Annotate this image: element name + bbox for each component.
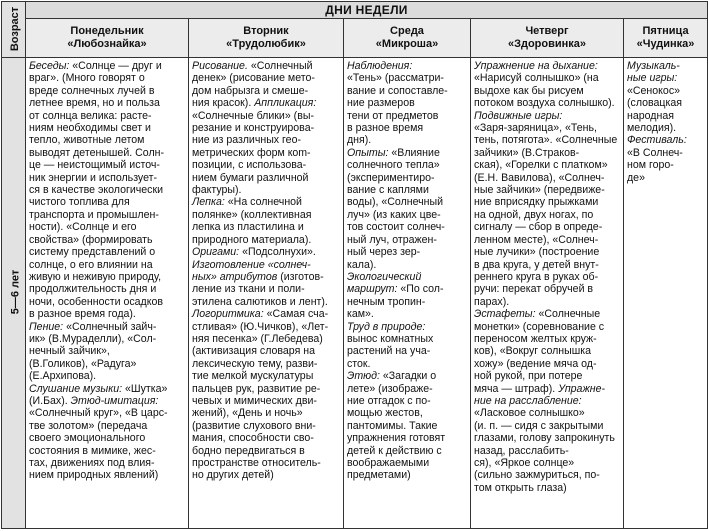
monday-cell <box>26 58 189 529</box>
days-title: ДНИ НЕДЕЛИ <box>26 2 708 19</box>
modeling-label: Лепка: <box>192 196 225 209</box>
friday-cell <box>624 58 708 529</box>
day-name: Вторник <box>243 25 289 37</box>
applique-label: Аппликация: <box>254 97 317 110</box>
day-header-tuesday <box>189 19 344 58</box>
origami-text: «Подсолнухи». <box>239 246 316 259</box>
etude-text: «Загадки о лете» (изображе- ние отгадок с по- мощью жестов, пантомимы. Такие упражнения готовят детей к действию с воображаемыми предметами) <box>347 370 446 482</box>
labor-text: вынос комнатных растений на уча- сток. <box>347 332 434 370</box>
friday-content <box>627 60 704 184</box>
day-header-wednesday <box>344 19 471 58</box>
logorhythm-text: «Самая сча- стливая» (Ю.Чичков), «Лет- няя песенка» (Г.Лебедева) (активизация словаря на лексическую тему, разви- тие мелкой мускулатуры пальцев рук, развитие ре- чевых и мимических дви- жений), «День и ночь» (развитие слухового вни- мания, способности сво- бодно передвигаться в пространстве относитель- но других детей) <box>192 308 329 482</box>
experiments-label: Опыты: <box>347 146 389 159</box>
day-name: Пятница <box>642 25 689 37</box>
day-theme: «Здоровинка» <box>507 38 587 50</box>
day-header-friday <box>624 19 708 58</box>
day-header-thursday <box>471 19 624 58</box>
attributes-label: Изготовление «солнеч- ных» атрибутов <box>192 258 311 283</box>
thursday-content <box>474 60 620 494</box>
listening-text: «Шутка» (И.Бах). <box>29 382 168 407</box>
logorhythm-label: Логоритмика: <box>192 308 264 321</box>
day-theme: «Микроша» <box>375 38 439 50</box>
day-theme: «Чудинка» <box>636 38 695 50</box>
singing-text: «Солнечный зайч- ик» (В.Мураделли), «Сол- нечный зайчик», (В.Голиков), «Радуга» (Е.Архипова). <box>29 320 157 383</box>
imitation-text: «Солнечный круг», «В царс- тве золотом» (передача своего эмоционального состояния в мимике, жес- тах, движениях под влия- нием природных явлений) <box>29 407 168 482</box>
age-header-label: Возраст <box>8 6 21 51</box>
conversation-text: «Солнце — друг и враг». (Много говорят о вреде солнечных лучей в летнее время, но и польза от солнца велика: расте- ниям необходимы свет и тепло, животные летом выводят детенышей. Солн- це — неистощимый источ- ник энергии и использует- ся в качестве экологически чистого топлива для транспорта и промышлен- ности). «Солнце и его свойства» (формировать систему представлений о солнце, о его влиянии на живую и неживую природу, продолжительность дня и ночи, особенности осадков в разное время года). <box>29 60 164 321</box>
games-text: «Заря-заряница», «Тень, тень, потягота». «Солнечные зайчики» (В.Страков- ская), «Горелки с платком» (Е.Н. Вавилова), «Солнеч- ные зайчики» (передвиже- ние вприсядку прыжками на одной, двух ногах, по сигналу — сбор в опреде- ленном месте), «Солнеч- ные лучики» (построение в два круга, у детей внут- реннего круга в руках об- ручи: перекат обручей в парах). <box>474 122 618 308</box>
modeling-text: «На солнечной полянке» (коллективная лепка из пластилина и природного материала). <box>192 196 312 246</box>
tuesday-cell <box>189 58 344 529</box>
attributes-text: (изготов- ление из ткани и поли- этилена салютиков и лент). <box>192 270 328 308</box>
age-value-cell <box>2 58 26 529</box>
applique-text: «Солнечные блики» (вы- резание и конструирова- ние из различных гео- метрических форм кom- позиции, с использова- нием бумаги различной фактуры). <box>192 109 315 197</box>
observation-text: «Тень» (рассматри- вание и сопоставле- ние размеров тени от предметов в разное время дня). <box>347 72 448 147</box>
breathing-text: «Нарисуй солнышко» (на выдохе как бы рисуем потоком воздуха солнышко). <box>474 72 615 110</box>
origami-label: Оригами: <box>192 246 240 259</box>
age-header-cell <box>2 2 26 58</box>
etude-label: Этюд: <box>347 370 380 383</box>
imitation-label: Этюд-имитация: <box>70 394 159 407</box>
labor-label: Труд в природе: <box>347 320 426 333</box>
relay-label: Эстафеты: <box>474 308 536 321</box>
singing-label: Пение: <box>29 320 64 333</box>
tuesday-content <box>192 60 340 482</box>
drawing-text: «Солнечный денек» (рисование мето- дом набрызга и смеше- ния красок). <box>192 60 315 110</box>
route-label: Экологический маршрут: <box>347 270 422 296</box>
wednesday-content <box>347 60 467 482</box>
age-value-label: 5—6 лет <box>8 269 21 315</box>
day-name: Понедельник <box>70 25 144 37</box>
festival-label: Фестиваль: <box>627 134 687 147</box>
relay-text: «Солнечные монетки» (соревнование с переносом желтых круж- ков), «Вокруг солнышка хожу» (ведение мяча од- ной рукой, при потере мяча — штраф). <box>474 308 605 395</box>
day-header-monday <box>26 19 189 58</box>
drawing-label: Рисование. <box>192 60 248 72</box>
festival-text: «В Солнеч- ном горо- де» <box>627 146 683 184</box>
observation-label: Наблюдения: <box>347 60 413 72</box>
conversation-label: Беседы: <box>29 60 70 72</box>
relax-label: Упражне- ние на расслабление: <box>474 382 605 407</box>
schedule-table <box>1 1 708 529</box>
thursday-cell <box>471 58 624 529</box>
day-name: Среда <box>390 25 424 37</box>
monday-content <box>29 60 185 482</box>
games-label: Подвижные игры: <box>474 109 563 122</box>
music-games-text: «Сенокос» (словацкая народная мелодия). <box>627 84 682 135</box>
route-text: «По сол- нечным тропин- кам». <box>347 283 444 321</box>
relax-text: «Ласковое солнышко» (и. п. — сидя с закрытыми глазами, голову запрокинуть назад, расслабить- ся), «Яркое солнце» (сильно зажмуриться, по- том открыть глаза) <box>474 407 615 494</box>
music-games-label: Музыкаль- ные игры: <box>627 60 680 85</box>
day-theme: «Трудолюбик» <box>226 38 306 50</box>
wednesday-cell <box>344 58 471 529</box>
day-name: Четверг <box>525 25 569 37</box>
listening-label: Слушание музыки: <box>29 382 123 395</box>
breathing-label: Упражнение на дыхание: <box>474 60 598 72</box>
day-theme: «Любознайка» <box>67 38 147 50</box>
experiments-text: «Влияние солнечного тепла» (экспериментиро- вание с каплями воды), «Солнечный луч» (из каких цве- тов состоит солнеч- ный луч, отражен- ный через зер- кала). <box>347 146 445 271</box>
